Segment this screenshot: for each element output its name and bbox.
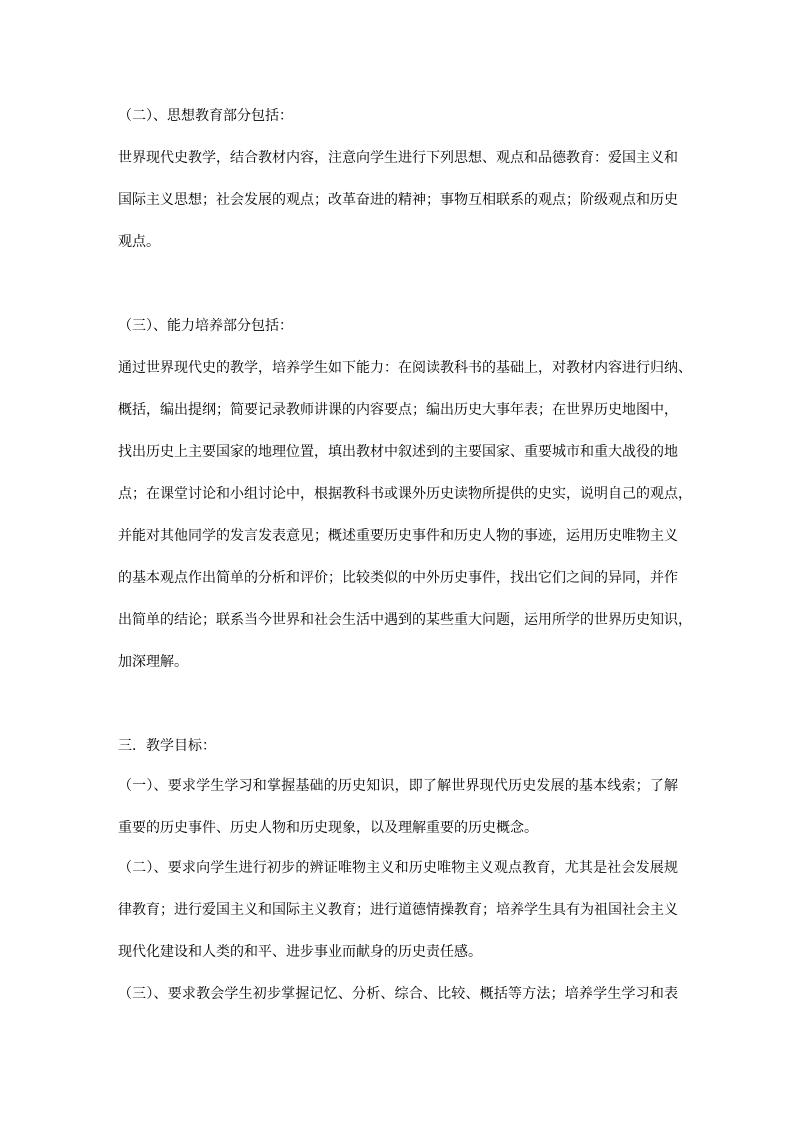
section-heading-thought-education: （二）、思想教育部分包括： xyxy=(118,108,293,124)
goal-1-line: （一）、要求学生学习和掌握基础的历史知识，即了解世界现代历史发展的基本线索；了解 xyxy=(118,778,678,794)
goal-2-line: 现代化建设和人类的和平、进步事业而献身的历史责任感。 xyxy=(118,944,482,960)
goal-3-line: （三）、要求教会学生初步掌握记忆、分析、综合、比较、概括等方法；培养学生学习和表 xyxy=(118,986,678,1002)
section-heading-ability-training: （三）、能力培养部分包括： xyxy=(118,318,293,334)
paragraph-line: 点；在课堂讨论和小组讨论中，根据教科书或课外历史读物所提供的史实，说明自己的观点， xyxy=(118,486,692,502)
paragraph-line: 加深理解。 xyxy=(118,654,188,670)
paragraph-line: 国际主义思想；社会发展的观点；改革奋进的精神；事物互相联系的观点；阶级观点和历史 xyxy=(118,192,678,208)
paragraph-line: 找出历史上主要国家的地理位置，填出教材中叙述到的主要国家、重要城市和重大战役的地 xyxy=(118,444,678,460)
paragraph-line: 观点。 xyxy=(118,234,160,250)
paragraph-line: 通过世界现代史的教学，培养学生如下能力：在阅读教科书的基础上，对教材内容进行归纳、 xyxy=(118,360,692,376)
paragraph-line: 概括，编出提纲；简要记录教师讲课的内容要点；编出历史大事年表；在世界历史地图中， xyxy=(118,402,678,418)
goal-2-line: 律教育；进行爱国主义和国际主义教育；进行道德情操教育；培养学生具有为祖国社会主义 xyxy=(118,902,678,918)
paragraph-line: 出简单的结论；联系当今世界和社会生活中遇到的某些重大问题，运用所学的世界历史知识， xyxy=(118,612,692,628)
paragraph-line: 并能对其他同学的发言发表意见；概述重要历史事件和历史人物的事迹，运用历史唯物主义 xyxy=(118,528,678,544)
goal-2-line: （二）、要求向学生进行初步的辨证唯物主义和历史唯物主义观点教育，尤其是社会发展规 xyxy=(118,860,678,876)
section-heading-teaching-goals: 三．教学目标： xyxy=(118,738,216,754)
paragraph-line: 世界现代史教学，结合教材内容，注意向学生进行下列思想、观点和品德教育：爱国主义和 xyxy=(118,150,678,166)
paragraph-line: 的基本观点作出简单的分析和评价；比较类似的中外历史事件，找出它们之间的异同，并作 xyxy=(118,570,678,586)
goal-1-line: 重要的历史事件、历史人物和历史现象，以及理解重要的历史概念。 xyxy=(118,820,538,836)
